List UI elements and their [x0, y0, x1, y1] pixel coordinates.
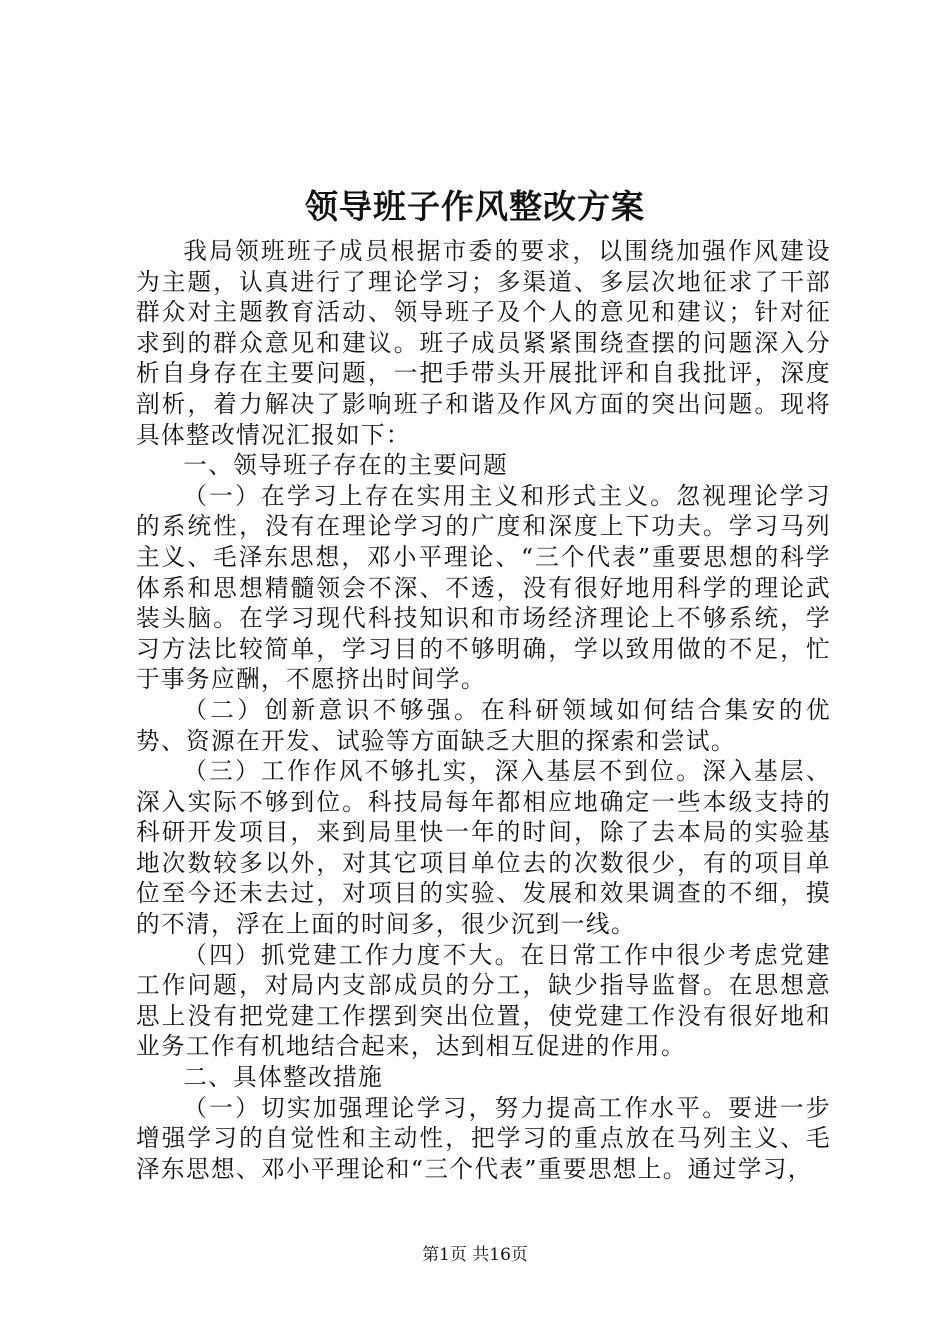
measure-paragraph-1: （一）切实加强理论学习，努力提高工作水平。要进一步增强学习的自觉性和主动性，把学习的重点放在马列主义、毛泽东思想、邓小平理论和“三个代表”重要思想上。通过学习， — [136, 1093, 831, 1183]
section-heading-problems: 一、领导班子存在的主要问题 — [183, 451, 509, 480]
section-heading-measures: 二、具体整改措施 — [183, 1063, 384, 1092]
problem-paragraph-3: （三）工作作风不够扎实，深入基层不到位。深入基层、深入实际不够到位。科技局每年都相应地确定一些本级支持的科研开发项目，来到局里快一年的时间，除了去本局的实验基地次数较多以外，对其它项目单位去的次数很少，有的项目单位至今还未去过，对项目的实验、发展和效果调查的不细，摸的不清，浮在上面的时间多，很少沉到一线。 — [136, 757, 831, 939]
problem-paragraph-1: （一）在学习上存在实用主义和形式主义。忽视理论学习的系统性，没有在理论学习的广度和深度上下功夫。学习马列主义、毛泽东思想，邓小平理论、“三个代表”重要思想的科学体系和思想精髓领会不深、不透，没有很好地用科学的理论武装头脑。在学习现代科技知识和市场经济理论上不够系统，学习方法比较简单，学习目的不够明确，学以致用做的不足，忙于事务应酬，不愿挤出时间学。 — [136, 481, 831, 694]
document-title: 领导班子作风整改方案 — [305, 187, 645, 226]
problem-paragraph-2: （二）创新意识不够强。在科研领域如何结合集安的优势、资源在开发、试验等方面缺乏大胆的探索和尝试。 — [136, 695, 831, 755]
intro-paragraph: 我局领班班子成员根据市委的要求，以围绕加强作风建设为主题，认真进行了理论学习；多渠道、多层次地征求了干部群众对主题教育活动、领导班子及个人的意见和建议；针对征求到的群众意见和建议。班子成员紧紧围绕查摆的问题深入分析自身存在主要问题，一把手带头开展批评和自我批评，深度剖析，着力解决了影响班子和谐及作风方面的突出问题。现将具体整改情况汇报如下： — [136, 237, 831, 449]
problem-paragraph-4: （四）抓党建工作力度不大。在日常工作中很少考虑党建工作问题，对局内支部成员的分工，缺少指导监督。在思想意思上没有把党建工作摆到突出位置，使党建工作没有很好地和业务工作有机地结合起来，达到相互促进的作用。 — [136, 940, 831, 1061]
document-body — [136, 236, 831, 1184]
page-number-footer: 第1页 共16页 — [422, 1245, 528, 1265]
